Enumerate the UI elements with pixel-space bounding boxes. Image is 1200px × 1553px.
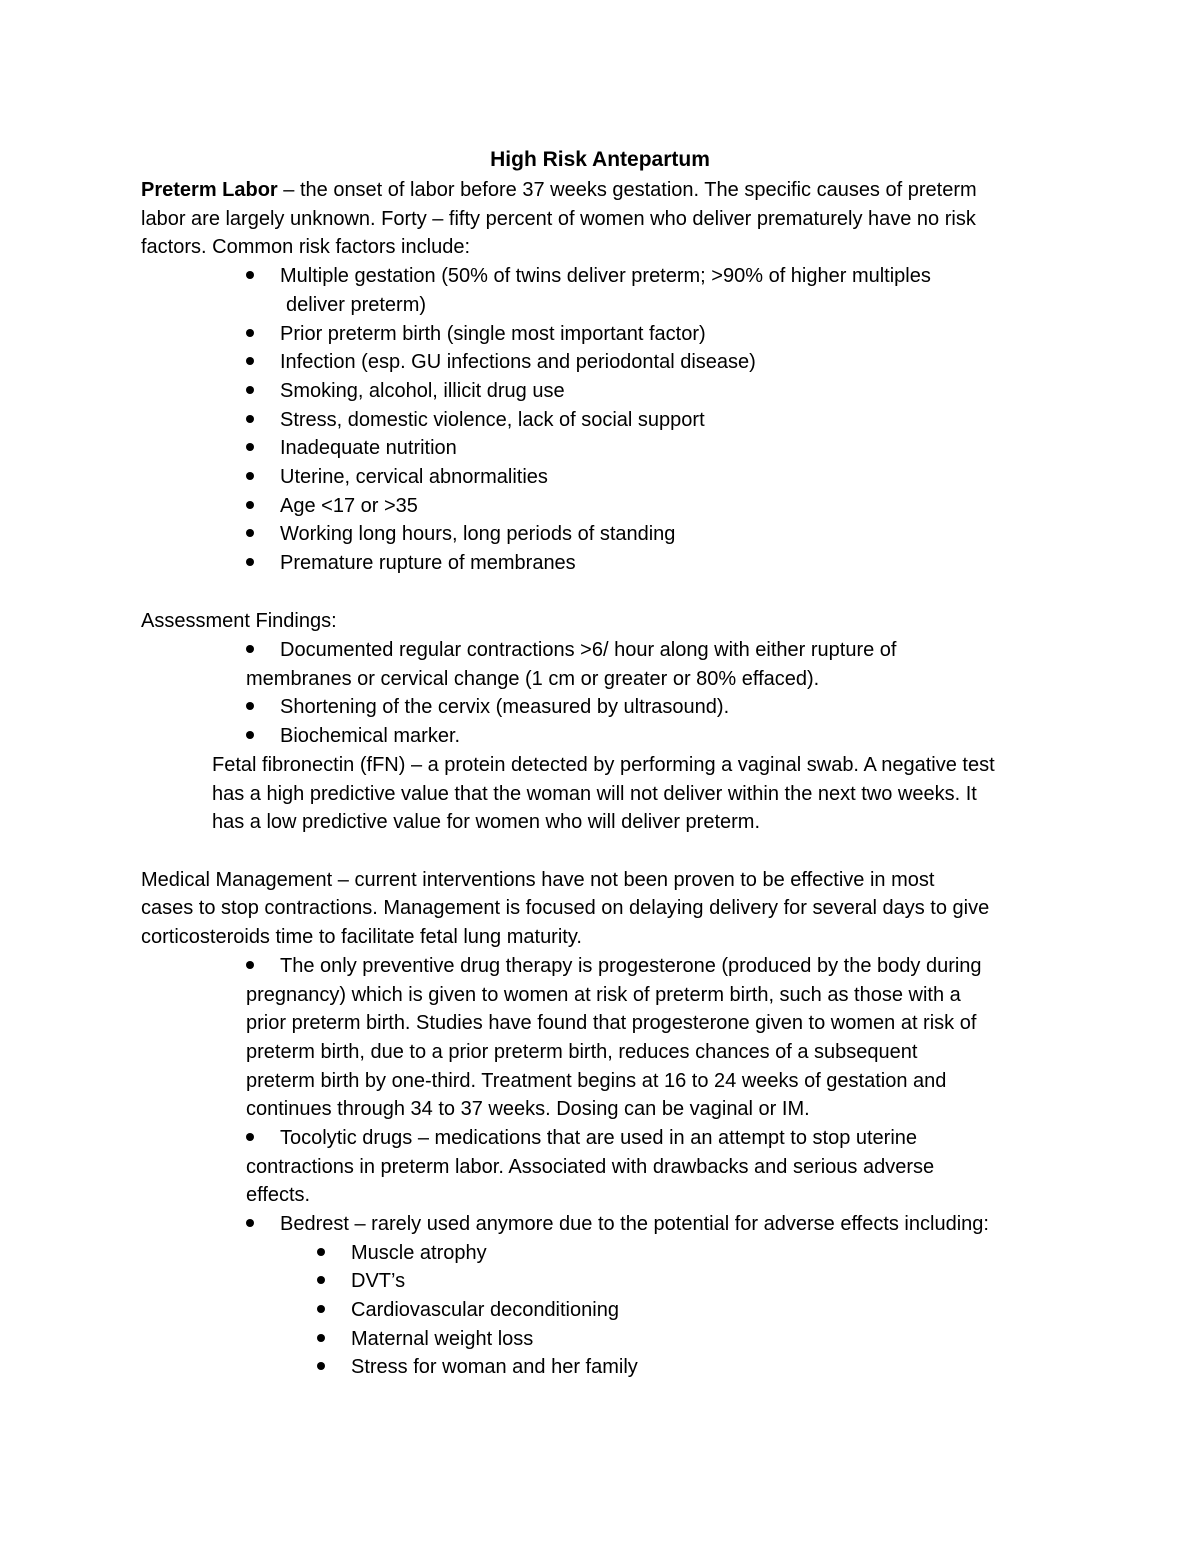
sub-list-item: Muscle atrophy [317, 1239, 487, 1267]
list-item: Shortening of the cervix (measured by ultrasound). [246, 693, 729, 721]
list-item: Tocolytic drugs – medications that are used in an attempt to stop uterine [246, 1124, 917, 1152]
preterm-intro-line-2: labor are largely unknown. Forty – fifty percent of women who deliver prematurely have no risk [141, 208, 976, 230]
sub-list-item: Maternal weight loss [317, 1325, 533, 1353]
list-item-continuation: effects. [246, 1184, 311, 1206]
list-item: Inadequate nutrition [246, 434, 457, 462]
bullet-icon [246, 702, 254, 710]
sub-list-item: DVT’s [317, 1267, 405, 1295]
list-item-continuation: continues through 34 to 37 weeks. Dosing can be vaginal or IM. [246, 1098, 810, 1120]
bullet-icon [317, 1276, 325, 1284]
management-line-2: cases to stop contractions. Management is focused on delaying delivery for several days to give [141, 897, 990, 919]
bullet-icon [246, 415, 254, 423]
ffn-paragraph-line-2: has a high predictive value that the woman will not deliver within the next two weeks. It [212, 783, 977, 805]
list-item-continuation: prior preterm birth. Studies have found that progesterone given to women at risk of [246, 1012, 977, 1034]
management-line-1: Medical Management – current interventions have not been proven to be effective in most [141, 869, 935, 891]
list-item: Stress, domestic violence, lack of social support [246, 406, 705, 434]
ffn-paragraph-line-3: has a low predictive value for women who will deliver preterm. [212, 811, 761, 833]
bullet-icon [246, 529, 254, 537]
preterm-definition: – the onset of labor before 37 weeks gestation. The specific causes of preterm [277, 179, 977, 201]
management-line-3: corticosteroids time to facilitate fetal lung maturity. [141, 926, 582, 948]
sub-list-item: Stress for woman and her family [317, 1353, 638, 1381]
preterm-intro-line-1 [141, 176, 977, 204]
list-item: Documented regular contractions >6/ hour along with either rupture of [246, 636, 896, 664]
list-item-continuation: membranes or cervical change (1 cm or greater or 80% effaced). [246, 668, 820, 690]
list-item: Working long hours, long periods of standing [246, 520, 675, 548]
bullet-icon [246, 501, 254, 509]
list-item: Prior preterm birth (single most important factor) [246, 320, 706, 348]
preterm-term: Preterm Labor [141, 179, 278, 201]
assessment-heading: Assessment Findings: [141, 610, 337, 632]
ffn-paragraph-line-1: Fetal fibronectin (fFN) – a protein detected by performing a vaginal swab. A negative test [212, 754, 995, 776]
list-item: Premature rupture of membranes [246, 549, 576, 577]
list-item-continuation: pregnancy) which is given to women at risk of preterm birth, such as those with a [246, 984, 961, 1006]
bullet-icon [246, 271, 254, 279]
bullet-icon [317, 1248, 325, 1256]
list-item: Age <17 or >35 [246, 492, 418, 520]
sub-list-item: Cardiovascular deconditioning [317, 1296, 619, 1324]
bullet-icon [246, 645, 254, 653]
bullet-icon [246, 386, 254, 394]
bullet-icon [317, 1334, 325, 1342]
bullet-icon [246, 472, 254, 480]
bullet-icon [317, 1362, 325, 1370]
bullet-icon [246, 1219, 254, 1227]
bullet-icon [246, 329, 254, 337]
list-item: Multiple gestation (50% of twins deliver preterm; >90% of higher multiples [246, 262, 931, 290]
bullet-icon [246, 558, 254, 566]
list-item: Bedrest – rarely used anymore due to the potential for adverse effects including: [246, 1210, 989, 1238]
bullet-icon [246, 1133, 254, 1141]
list-item-continuation: preterm birth by one-third. Treatment begins at 16 to 24 weeks of gestation and [246, 1070, 947, 1092]
bullet-icon [246, 731, 254, 739]
bullet-icon [246, 961, 254, 969]
preterm-intro-line-3: factors. Common risk factors include: [141, 236, 470, 258]
list-item-continuation: preterm birth, due to a prior preterm birth, reduces chances of a subsequent [246, 1041, 918, 1063]
list-item: Smoking, alcohol, illicit drug use [246, 377, 565, 405]
list-item: Infection (esp. GU infections and periodontal disease) [246, 348, 756, 376]
list-item: Biochemical marker. [246, 722, 460, 750]
bullet-icon [246, 357, 254, 365]
list-item: Uterine, cervical abnormalities [246, 463, 548, 491]
list-item-continuation: deliver preterm) [286, 294, 427, 316]
list-item: The only preventive drug therapy is progesterone (produced by the body during [246, 952, 982, 980]
document-title: High Risk Antepartum [490, 148, 710, 171]
bullet-icon [317, 1305, 325, 1313]
bullet-icon [246, 443, 254, 451]
list-item-continuation: contractions in preterm labor. Associated with drawbacks and serious adverse [246, 1156, 935, 1178]
